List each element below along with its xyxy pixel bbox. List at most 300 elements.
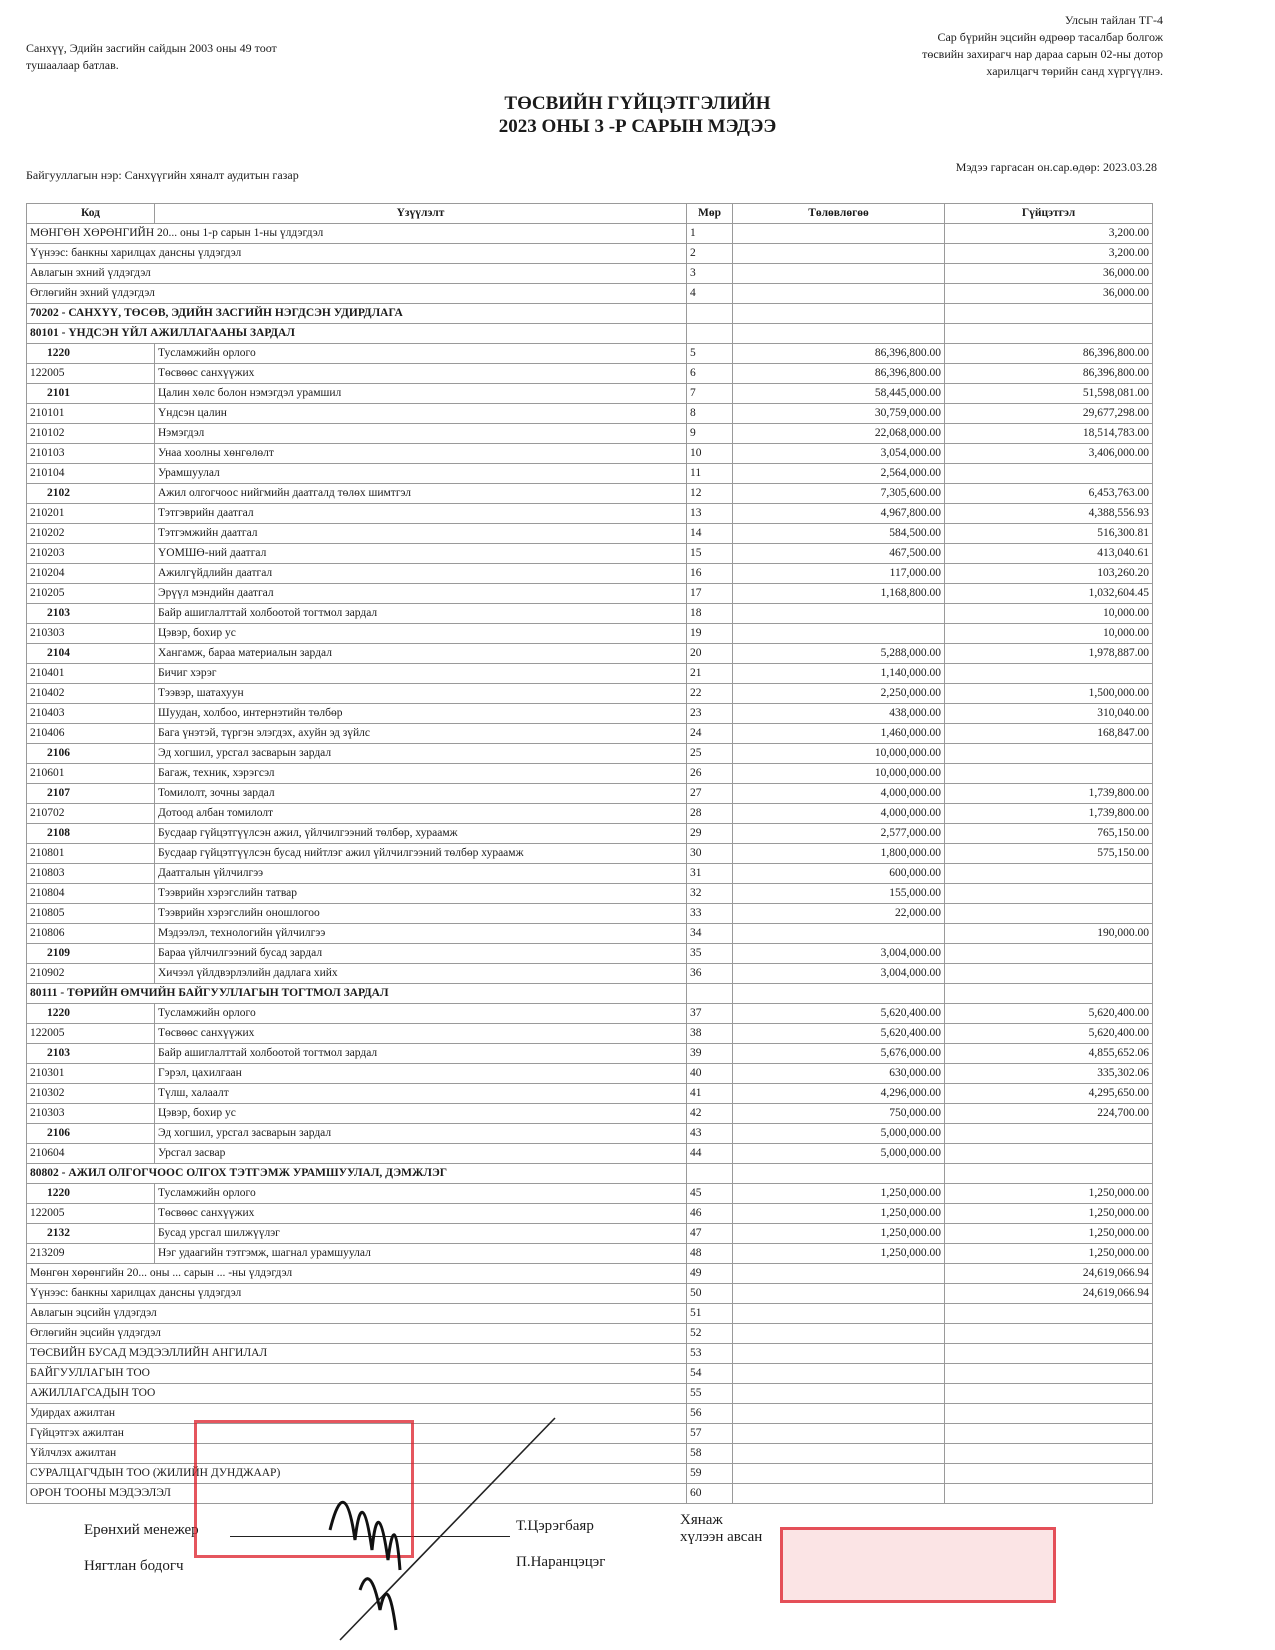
plan-cell: 584,500.00	[733, 524, 945, 544]
row-number-cell: 42	[687, 1104, 733, 1124]
execution-cell	[945, 1464, 1153, 1484]
table-row	[27, 664, 1153, 684]
execution-cell: 4,855,652.06	[945, 1044, 1153, 1064]
indicator-cell: Хичээл үйлдвэрлэлийн дадлага хийх	[155, 964, 687, 984]
indicator-cell: Ажил олгогчоос нийгмийн даатгалд төлөх шимтгэл	[155, 484, 687, 504]
budget-table	[26, 203, 1153, 1504]
table-row	[27, 504, 1153, 524]
plan-cell	[733, 1324, 945, 1344]
execution-cell: 86,396,800.00	[945, 364, 1153, 384]
received-label	[680, 1512, 762, 1546]
row-number-cell: 18	[687, 604, 733, 624]
table-row	[27, 1264, 1153, 1284]
table-row	[27, 824, 1153, 844]
indicator-cell: Багаж, техник, хэрэгсэл	[155, 764, 687, 784]
row-number-cell: 29	[687, 824, 733, 844]
indicator-cell: Төсвөөс санхүүжих	[155, 364, 687, 384]
table-row	[27, 804, 1153, 824]
row-number-cell: 24	[687, 724, 733, 744]
indicator-cell: Бусдаар гүйцэтгүүлсэн бусад нийтлэг ажил үйлчилгээний төлбөр хураамж	[155, 844, 687, 864]
code-cell: 210102	[27, 424, 155, 444]
indicator-cell: БАЙГУУЛЛАГЫН ТОО	[27, 1364, 687, 1384]
execution-cell: 1,250,000.00	[945, 1224, 1153, 1244]
table-row	[27, 1044, 1153, 1064]
table-row	[27, 924, 1153, 944]
row-number-cell: 32	[687, 884, 733, 904]
row-number-cell: 4	[687, 284, 733, 304]
plan-cell: 1,460,000.00	[733, 724, 945, 744]
table-row	[27, 1384, 1153, 1404]
plan-cell: 3,004,000.00	[733, 964, 945, 984]
form-note-line: Сар бүрийн эцсийн өдрөөр тасалбар болгож	[937, 30, 1163, 44]
table-row	[27, 224, 1153, 244]
plan-cell: 10,000,000.00	[733, 744, 945, 764]
table-row	[27, 344, 1153, 364]
table-row	[27, 844, 1153, 864]
execution-cell: 310,040.00	[945, 704, 1153, 724]
code-cell: 2107	[27, 784, 155, 804]
received-stamp	[780, 1527, 1056, 1603]
table-row	[27, 1064, 1153, 1084]
execution-cell: 3,200.00	[945, 244, 1153, 264]
plan-cell	[733, 1404, 945, 1424]
execution-cell: 168,847.00	[945, 724, 1153, 744]
section-header-row	[27, 984, 1153, 1004]
code-cell: 210801	[27, 844, 155, 864]
execution-cell: 36,000.00	[945, 264, 1153, 284]
indicator-cell: Дотоод албан томилолт	[155, 804, 687, 824]
row-number-cell: 5	[687, 344, 733, 364]
section-header-row	[27, 304, 1153, 324]
code-cell: 2108	[27, 824, 155, 844]
table-row	[27, 604, 1153, 624]
code-cell: 122005	[27, 364, 155, 384]
row-number-cell: 7	[687, 384, 733, 404]
row-number-cell: 57	[687, 1424, 733, 1444]
row-number-cell: 12	[687, 484, 733, 504]
indicator-cell: Гэрэл, цахилгаан	[155, 1064, 687, 1084]
execution-cell: 1,032,604.45	[945, 584, 1153, 604]
row-number-cell: 2	[687, 244, 733, 264]
code-cell: 210202	[27, 524, 155, 544]
form-note-line: харилцагч төрийн санд хүргүүлнэ.	[986, 64, 1163, 78]
table-row	[27, 624, 1153, 644]
table-row	[27, 784, 1153, 804]
code-cell: 2103	[27, 1044, 155, 1064]
execution-cell: 575,150.00	[945, 844, 1153, 864]
row-number-cell: 60	[687, 1484, 733, 1504]
table-row	[27, 1084, 1153, 1104]
code-cell: 2104	[27, 644, 155, 664]
table-row	[27, 964, 1153, 984]
plan-cell: 5,000,000.00	[733, 1144, 945, 1164]
section-title: 80111 - ТӨРИЙН ӨМЧИЙН БАЙГУУЛЛАГЫН ТОГТМОЛ ЗАРДАЛ	[27, 984, 687, 1004]
signature-mark-icon	[300, 1410, 570, 1650]
execution-cell: 3,406,000.00	[945, 444, 1153, 464]
code-cell: 1220	[27, 1184, 155, 1204]
section-title: 80101 - ҮНДСЭН ҮЙЛ АЖИЛЛАГААНЫ ЗАРДАЛ	[27, 324, 687, 344]
indicator-cell: Бичиг хэрэг	[155, 664, 687, 684]
table-row	[27, 404, 1153, 424]
execution-cell	[945, 324, 1153, 344]
code-cell: 1220	[27, 344, 155, 364]
execution-cell	[945, 304, 1153, 324]
execution-cell	[945, 1484, 1153, 1504]
indicator-cell: АЖИЛЛАГСАДЫН ТОО	[27, 1384, 687, 1404]
indicator-cell: Урсгал засвар	[155, 1144, 687, 1164]
table-row	[27, 1224, 1153, 1244]
indicator-cell: ОРОН ТООНЫ МЭДЭЭЛЭЛ	[27, 1484, 687, 1504]
execution-cell: 1,739,800.00	[945, 784, 1153, 804]
execution-cell	[945, 1144, 1153, 1164]
accountant-name: П.Наранцэцэг	[516, 1554, 606, 1570]
indicator-cell: Даатгалын үйлчилгээ	[155, 864, 687, 884]
table-row	[27, 564, 1153, 584]
indicator-cell: Төсвөөс санхүүжих	[155, 1024, 687, 1044]
code-cell: 210803	[27, 864, 155, 884]
organization-name: Байгууллагын нэр: Санхүүгийн хяналт аудитын газар	[26, 168, 299, 182]
plan-cell	[733, 324, 945, 344]
table-row	[27, 1144, 1153, 1164]
section-header-row	[27, 324, 1153, 344]
table-row	[27, 744, 1153, 764]
row-number-cell	[687, 984, 733, 1004]
row-number-cell: 50	[687, 1284, 733, 1304]
column-header-indicator: Үзүүлэлт	[155, 204, 687, 224]
plan-cell: 630,000.00	[733, 1064, 945, 1084]
indicator-cell: Үндсэн цалин	[155, 404, 687, 424]
code-cell: 210406	[27, 724, 155, 744]
row-number-cell: 46	[687, 1204, 733, 1224]
plan-cell: 1,250,000.00	[733, 1244, 945, 1264]
execution-cell: 4,295,650.00	[945, 1084, 1153, 1104]
plan-cell: 4,000,000.00	[733, 784, 945, 804]
column-header-plan: Төлөвлөгөө	[733, 204, 945, 224]
execution-cell	[945, 664, 1153, 684]
indicator-cell: Үүнээс: банкны харилцах дансны үлдэгдэл	[27, 1284, 687, 1304]
indicator-cell: Эд хогшил, урсгал засварын зардал	[155, 744, 687, 764]
plan-cell: 1,250,000.00	[733, 1204, 945, 1224]
execution-cell	[945, 1124, 1153, 1144]
section-title: 70202 - САНХҮҮ, ТӨСӨВ, ЭДИЙН ЗАСГИЙН НЭГДСЭН УДИРДЛАГА	[27, 304, 687, 324]
column-header-execution: Гүйцэтгэл	[945, 204, 1153, 224]
row-number-cell: 55	[687, 1384, 733, 1404]
table-row	[27, 684, 1153, 704]
plan-cell	[733, 244, 945, 264]
plan-cell	[733, 1364, 945, 1384]
table-body	[27, 224, 1153, 1504]
plan-cell	[733, 1484, 945, 1504]
execution-cell: 86,396,800.00	[945, 344, 1153, 364]
table-row	[27, 1344, 1153, 1364]
execution-cell	[945, 1444, 1153, 1464]
plan-cell	[733, 1264, 945, 1284]
plan-cell	[733, 1164, 945, 1184]
row-number-cell: 25	[687, 744, 733, 764]
indicator-cell: Эд хогшил, урсгал засварын зардал	[155, 1124, 687, 1144]
row-number-cell: 44	[687, 1144, 733, 1164]
table-row	[27, 524, 1153, 544]
code-cell: 210201	[27, 504, 155, 524]
indicator-cell: Нэмэгдэл	[155, 424, 687, 444]
execution-cell	[945, 1364, 1153, 1384]
indicator-cell: Унаа хоолны хөнгөлөлт	[155, 444, 687, 464]
indicator-cell: Бусдаар гүйцэтгүүлсэн ажил, үйлчилгээний төлбөр, хураамж	[155, 824, 687, 844]
code-cell: 2106	[27, 744, 155, 764]
indicator-cell: Цалин хөлс болон нэмэгдэл урамшил	[155, 384, 687, 404]
row-number-cell: 15	[687, 544, 733, 564]
execution-cell: 10,000.00	[945, 624, 1153, 644]
execution-cell	[945, 864, 1153, 884]
table-row	[27, 364, 1153, 384]
plan-cell	[733, 1424, 945, 1444]
row-number-cell: 48	[687, 1244, 733, 1264]
indicator-cell: Үүнээс: банкны харилцах дансны үлдэгдэл	[27, 244, 687, 264]
table-row	[27, 464, 1153, 484]
row-number-cell: 43	[687, 1124, 733, 1144]
row-number-cell: 10	[687, 444, 733, 464]
execution-cell: 36,000.00	[945, 284, 1153, 304]
received-label-line: хүлээн авсан	[680, 1529, 763, 1545]
indicator-cell: Томилолт, зочны зардал	[155, 784, 687, 804]
indicator-cell: Бага үнэтэй, түргэн элэгдэх, ахуйн эд зүйлс	[155, 724, 687, 744]
row-number-cell: 19	[687, 624, 733, 644]
indicator-cell: Авлагын эхний үлдэгдэл	[27, 264, 687, 284]
plan-cell: 5,620,400.00	[733, 1004, 945, 1024]
table-row	[27, 884, 1153, 904]
table-row	[27, 1204, 1153, 1224]
execution-cell: 1,250,000.00	[945, 1244, 1153, 1264]
row-number-cell: 14	[687, 524, 733, 544]
table-row	[27, 1324, 1153, 1344]
plan-cell: 30,759,000.00	[733, 404, 945, 424]
code-cell: 210805	[27, 904, 155, 924]
plan-cell: 1,250,000.00	[733, 1224, 945, 1244]
row-number-cell: 36	[687, 964, 733, 984]
plan-cell: 4,296,000.00	[733, 1084, 945, 1104]
indicator-cell: Өглөгийн эхний үлдэгдэл	[27, 284, 687, 304]
code-cell: 210601	[27, 764, 155, 784]
table-row	[27, 544, 1153, 564]
code-cell: 210104	[27, 464, 155, 484]
row-number-cell: 16	[687, 564, 733, 584]
indicator-cell: Тэтгэврийн даатгал	[155, 504, 687, 524]
execution-cell: 1,250,000.00	[945, 1184, 1153, 1204]
plan-cell: 1,168,800.00	[733, 584, 945, 604]
code-cell: 122005	[27, 1204, 155, 1224]
indicator-cell: Тэтгэмжийн даатгал	[155, 524, 687, 544]
table-header-row	[27, 204, 1153, 224]
indicator-cell: Хангамж, бараа материалын зардал	[155, 644, 687, 664]
indicator-cell: Тээврийн хэрэгслийн оношлогоо	[155, 904, 687, 924]
row-number-cell: 58	[687, 1444, 733, 1464]
table-row	[27, 484, 1153, 504]
execution-cell: 1,500,000.00	[945, 684, 1153, 704]
table-row	[27, 424, 1153, 444]
code-cell: 210403	[27, 704, 155, 724]
plan-cell: 1,800,000.00	[733, 844, 945, 864]
table-row	[27, 904, 1153, 924]
plan-cell	[733, 284, 945, 304]
row-number-cell: 40	[687, 1064, 733, 1084]
indicator-cell: Шуудан, холбоо, интернэтийн төлбөр	[155, 704, 687, 724]
code-cell: 210103	[27, 444, 155, 464]
report-form-note	[922, 12, 1163, 80]
manager-name: Т.Цэрэгбаяр	[516, 1518, 594, 1534]
indicator-cell: ТӨСВИЙН БУСАД МЭДЭЭЛЛИЙН АНГИЛАЛ	[27, 1344, 687, 1364]
indicator-cell: Бусад урсгал шилжүүлэг	[155, 1224, 687, 1244]
code-cell: 122005	[27, 1024, 155, 1044]
plan-cell	[733, 304, 945, 324]
code-cell: 2102	[27, 484, 155, 504]
execution-cell	[945, 464, 1153, 484]
indicator-cell: Удирдах ажилтан	[27, 1404, 687, 1424]
plan-cell: 600,000.00	[733, 864, 945, 884]
plan-cell: 155,000.00	[733, 884, 945, 904]
code-cell: 210301	[27, 1064, 155, 1084]
plan-cell: 3,054,000.00	[733, 444, 945, 464]
execution-cell: 5,620,400.00	[945, 1024, 1153, 1044]
execution-cell: 335,302.06	[945, 1064, 1153, 1084]
accountant-title: Нягтлан бодогч	[84, 1558, 184, 1574]
plan-cell: 2,250,000.00	[733, 684, 945, 704]
indicator-cell: Тээврийн хэрэгслийн татвар	[155, 884, 687, 904]
row-number-cell: 41	[687, 1084, 733, 1104]
code-cell: 213209	[27, 1244, 155, 1264]
manager-title: Ерөнхий менежер	[84, 1522, 199, 1538]
plan-cell: 5,620,400.00	[733, 1024, 945, 1044]
indicator-cell: Өглөгийн эцсийн үлдэгдэл	[27, 1324, 687, 1344]
execution-cell	[945, 1324, 1153, 1344]
approval-note-line: Санхүү, Эдийн засгийн сайдын 2003 оны 49 тоот	[26, 41, 277, 55]
row-number-cell: 33	[687, 904, 733, 924]
execution-cell: 224,700.00	[945, 1104, 1153, 1124]
code-cell: 210101	[27, 404, 155, 424]
code-cell: 210203	[27, 544, 155, 564]
form-code: Улсын тайлан ТГ-4	[1064, 13, 1163, 27]
issued-date: Мэдээ гаргасан он.сар.өдөр: 2023.03.28	[955, 160, 1157, 174]
received-label-line: Хянаж	[680, 1512, 723, 1528]
indicator-cell: Тусламжийн орлого	[155, 344, 687, 364]
plan-cell: 2,564,000.00	[733, 464, 945, 484]
execution-cell: 1,250,000.00	[945, 1204, 1153, 1224]
plan-cell: 467,500.00	[733, 544, 945, 564]
plan-cell: 5,676,000.00	[733, 1044, 945, 1064]
indicator-cell: Нэг удаагийн тэтгэмж, шагнал урамшуулал	[155, 1244, 687, 1264]
plan-cell: 22,000.00	[733, 904, 945, 924]
code-cell: 2103	[27, 604, 155, 624]
execution-cell: 24,619,066.94	[945, 1264, 1153, 1284]
table-row	[27, 864, 1153, 884]
plan-cell	[733, 604, 945, 624]
table-row	[27, 1004, 1153, 1024]
execution-cell	[945, 884, 1153, 904]
code-cell: 2109	[27, 944, 155, 964]
indicator-cell: Гүйцэтгэх ажилтан	[27, 1424, 687, 1444]
execution-cell: 51,598,081.00	[945, 384, 1153, 404]
row-number-cell: 30	[687, 844, 733, 864]
document-title	[0, 92, 1275, 138]
indicator-cell: Урамшуулал	[155, 464, 687, 484]
row-number-cell: 53	[687, 1344, 733, 1364]
execution-cell	[945, 1384, 1153, 1404]
code-cell: 210302	[27, 1084, 155, 1104]
column-header-code: Код	[27, 204, 155, 224]
indicator-cell: Мэдээлэл, технологийн үйлчилгээ	[155, 924, 687, 944]
code-cell: 210204	[27, 564, 155, 584]
row-number-cell: 51	[687, 1304, 733, 1324]
plan-cell	[733, 1304, 945, 1324]
execution-cell: 1,739,800.00	[945, 804, 1153, 824]
row-number-cell: 39	[687, 1044, 733, 1064]
table-row	[27, 1024, 1153, 1044]
plan-cell: 438,000.00	[733, 704, 945, 724]
table-row	[27, 704, 1153, 724]
row-number-cell: 6	[687, 364, 733, 384]
table-row	[27, 724, 1153, 744]
code-cell: 210604	[27, 1144, 155, 1164]
plan-cell	[733, 1444, 945, 1464]
code-cell: 210303	[27, 624, 155, 644]
indicator-cell: Бараа үйлчилгээний бусад зардал	[155, 944, 687, 964]
code-cell: 210401	[27, 664, 155, 684]
indicator-cell: Байр ашиглалттай холбоотой тогтмол зардал	[155, 1044, 687, 1064]
execution-cell: 413,040.61	[945, 544, 1153, 564]
indicator-cell: Цэвэр, бохир ус	[155, 1104, 687, 1124]
execution-cell	[945, 984, 1153, 1004]
plan-cell: 3,004,000.00	[733, 944, 945, 964]
execution-cell: 1,978,887.00	[945, 644, 1153, 664]
table-row	[27, 584, 1153, 604]
plan-cell	[733, 1344, 945, 1364]
code-cell: 2106	[27, 1124, 155, 1144]
indicator-cell: Тээвэр, шатахуун	[155, 684, 687, 704]
code-cell: 2132	[27, 1224, 155, 1244]
row-number-cell: 34	[687, 924, 733, 944]
plan-cell: 7,305,600.00	[733, 484, 945, 504]
table-row	[27, 384, 1153, 404]
plan-cell	[733, 624, 945, 644]
plan-cell	[733, 984, 945, 1004]
plan-cell: 117,000.00	[733, 564, 945, 584]
table-row	[27, 1184, 1153, 1204]
row-number-cell: 49	[687, 1264, 733, 1284]
execution-cell	[945, 944, 1153, 964]
plan-cell	[733, 1464, 945, 1484]
approval-note	[26, 40, 277, 74]
table-row	[27, 764, 1153, 784]
execution-cell: 24,619,066.94	[945, 1284, 1153, 1304]
row-number-cell: 21	[687, 664, 733, 684]
code-cell: 210205	[27, 584, 155, 604]
plan-cell	[733, 924, 945, 944]
row-number-cell	[687, 304, 733, 324]
code-cell: 210702	[27, 804, 155, 824]
section-title: 80802 - АЖИЛ ОЛГОГЧООС ОЛГОХ ТЭТГЭМЖ УРАМШУУЛАЛ, ДЭМЖЛЭГ	[27, 1164, 687, 1184]
row-number-cell: 47	[687, 1224, 733, 1244]
indicator-cell: Тусламжийн орлого	[155, 1184, 687, 1204]
code-cell: 210303	[27, 1104, 155, 1124]
row-number-cell: 3	[687, 264, 733, 284]
code-cell: 210804	[27, 884, 155, 904]
indicator-cell: Тусламжийн орлого	[155, 1004, 687, 1024]
plan-cell: 4,967,800.00	[733, 504, 945, 524]
table-row	[27, 1244, 1153, 1264]
plan-cell: 22,068,000.00	[733, 424, 945, 444]
plan-cell	[733, 1384, 945, 1404]
row-number-cell: 22	[687, 684, 733, 704]
table-row	[27, 244, 1153, 264]
